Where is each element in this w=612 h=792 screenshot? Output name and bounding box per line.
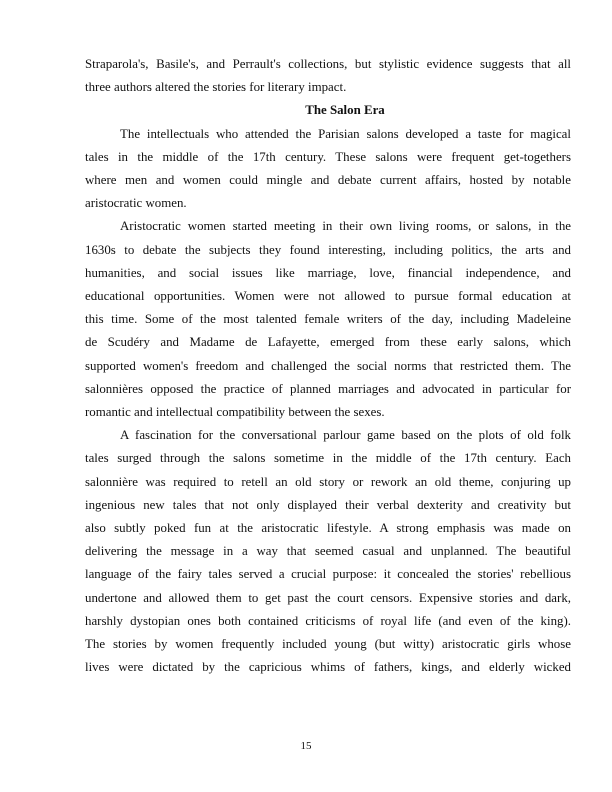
text-line: tales in the middle of the 17th century. These salons were frequent get-togethers [85, 149, 571, 164]
paragraph-salon-intro [85, 123, 571, 216]
text-line: harshly dystopian ones both contained criticisms of royal life (and even of the king). [85, 613, 571, 628]
text-line: Aristocratic women started meeting in their own living rooms, or salons, in the [120, 219, 571, 234]
text-line: undertone and allowed them to get past the court censors. Expensive stories and dark, [85, 590, 571, 605]
text-line: Straparola's, Basile's, and Perrault's collections, but stylistic evidence suggests that all [85, 57, 571, 71]
text-line: supported women's freedom and challenged the social norms that restricted them. The [85, 358, 571, 373]
text-line: humanities, and social issues like marriage, love, financial independence, and [85, 265, 571, 280]
section-heading: The Salon Era [305, 103, 385, 118]
text-line: where men and women could mingle and debate current affairs, hosted by notable [85, 173, 571, 188]
text-line: aristocratic women. [85, 196, 187, 211]
page-body [85, 53, 571, 679]
text-line: The intellectuals who attended the Parisian salons developed a taste for magical [120, 126, 571, 141]
text-line: A fascination for the conversational parlour game based on the plots of old folk [120, 428, 571, 443]
text-line: lives were dictated by the capricious whims of fathers, kings, and elderly wicked [85, 660, 571, 675]
text-line: The stories by women frequently included young (but witty) aristocratic girls whose [85, 637, 571, 652]
text-line: tales surged through the salons sometime in the middle of the 17th century. Each [85, 451, 571, 466]
text-line: also subtly poked fun at the aristocratic lifestyle. A strong emphasis was made on [85, 521, 571, 536]
text-line: three authors altered the stories for literary impact. [85, 80, 347, 95]
text-line: de Scudéry and Madame de Lafayette, emerged from these early salons, which [85, 335, 571, 350]
text-line: ingenious new tales that not only displayed their verbal dexterity and creativity but [85, 497, 571, 512]
paragraph-aristocratic-women [85, 215, 571, 424]
paragraph-parlour-game [85, 424, 571, 679]
text-line: language of the fairy tales served a crucial purpose: it concealed the stories' rebellious [85, 567, 571, 582]
page-number: 15 [300, 740, 312, 752]
text-line: this time. Some of the most talented female writers of the day, including Madeleine [85, 312, 571, 327]
text-line: romantic and intellectual compatibility between the sexes. [85, 405, 385, 420]
text-line: salonnières opposed the practice of planned marriages and advocated in particular for [85, 381, 571, 396]
text-line: salonnière was required to retell an old story or rework an old theme, conjuring up [85, 474, 571, 489]
text-line: educational opportunities. Women were not allowed to pursue formal education at [85, 289, 571, 304]
text-line: delivering the message in a way that seemed casual and unplanned. The beautiful [85, 544, 571, 559]
paragraph-continued [85, 53, 571, 99]
text-line: 1630s to debate the subjects they found interesting, including politics, the arts and [85, 242, 571, 257]
